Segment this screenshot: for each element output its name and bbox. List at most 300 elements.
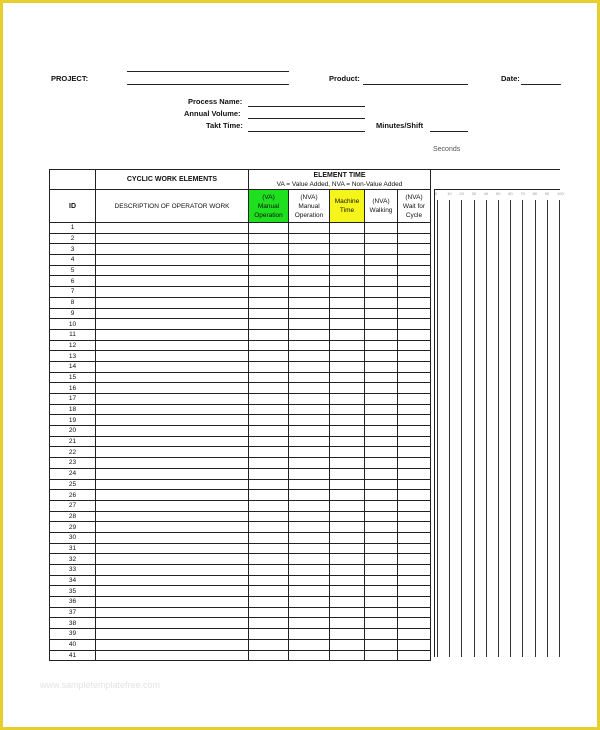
va-manual-cell[interactable]	[249, 511, 289, 522]
wait-cell[interactable]	[398, 426, 431, 437]
nva-manual-cell[interactable]	[289, 244, 330, 255]
va-manual-cell[interactable]	[249, 629, 289, 640]
machine-time-cell[interactable]	[330, 223, 365, 234]
minutes-shift-field[interactable]	[430, 131, 468, 132]
nva-manual-cell[interactable]	[289, 639, 330, 650]
machine-time-cell[interactable]	[330, 597, 365, 608]
watermark: www.sampletemplatefree.com	[40, 680, 161, 690]
va-manual-cell[interactable]	[249, 329, 289, 340]
nva-manual-cell[interactable]	[289, 404, 330, 415]
walking-cell[interactable]	[365, 276, 398, 287]
wait-cell[interactable]	[398, 607, 431, 618]
machine-time-cell[interactable]	[330, 276, 365, 287]
nva-manual-cell[interactable]	[289, 361, 330, 372]
wait-cell[interactable]	[398, 597, 431, 608]
nva-manual-cell[interactable]	[289, 340, 330, 351]
walking-cell[interactable]	[365, 629, 398, 640]
wait-cell[interactable]	[398, 618, 431, 629]
va-manual-cell[interactable]	[249, 340, 289, 351]
description-cell[interactable]	[96, 244, 249, 255]
machine-time-cell[interactable]	[330, 361, 365, 372]
nva-walking-header: (NVA) Walking	[365, 190, 398, 223]
description-cell[interactable]	[96, 650, 249, 661]
row-id: 38	[50, 618, 96, 629]
machine-time-cell[interactable]	[330, 404, 365, 415]
machine-time-cell[interactable]	[330, 458, 365, 469]
description-cell[interactable]	[96, 554, 249, 565]
machine-time-cell[interactable]	[330, 479, 365, 490]
wait-cell[interactable]	[398, 297, 431, 308]
nva-manual-cell[interactable]	[289, 329, 330, 340]
row-id: 40	[50, 639, 96, 650]
row-id: 18	[50, 404, 96, 415]
va-manual-cell[interactable]	[249, 650, 289, 661]
walking-cell[interactable]	[365, 447, 398, 458]
nva-manual-cell[interactable]	[289, 522, 330, 533]
va-manual-cell[interactable]	[249, 361, 289, 372]
wait-cell[interactable]	[398, 629, 431, 640]
wait-cell[interactable]	[398, 372, 431, 383]
nva-manual-cell[interactable]	[289, 447, 330, 458]
nva-manual-cell[interactable]	[289, 511, 330, 522]
va-manual-cell[interactable]	[249, 554, 289, 565]
nva-manual-cell[interactable]	[289, 351, 330, 362]
wait-cell[interactable]	[398, 265, 431, 276]
table-row	[50, 500, 431, 511]
nva-manual-cell[interactable]	[289, 287, 330, 298]
wait-cell[interactable]	[398, 223, 431, 234]
machine-time-cell[interactable]	[330, 319, 365, 330]
va-manual-cell[interactable]	[249, 447, 289, 458]
walking-cell[interactable]	[365, 372, 398, 383]
process-name-field[interactable]	[248, 106, 365, 107]
walking-cell[interactable]	[365, 233, 398, 244]
va-manual-cell[interactable]	[249, 607, 289, 618]
walking-cell[interactable]	[365, 383, 398, 394]
row-id: 28	[50, 511, 96, 522]
chart-tick-label: 40	[483, 191, 489, 196]
chart-gridline	[510, 200, 511, 657]
walking-cell[interactable]	[365, 522, 398, 533]
va-manual-cell[interactable]	[249, 297, 289, 308]
machine-time-cell[interactable]	[330, 436, 365, 447]
chart-gridline	[559, 200, 560, 657]
nva-manual-cell[interactable]	[289, 319, 330, 330]
table-row	[50, 233, 431, 244]
description-cell[interactable]	[96, 597, 249, 608]
machine-time-cell[interactable]	[330, 532, 365, 543]
machine-time-cell[interactable]	[330, 554, 365, 565]
nva-manual-cell[interactable]	[289, 479, 330, 490]
wait-cell[interactable]	[398, 351, 431, 362]
wait-cell[interactable]	[398, 276, 431, 287]
wait-cell[interactable]	[398, 447, 431, 458]
machine-time-cell[interactable]	[330, 372, 365, 383]
table-row	[50, 532, 431, 543]
description-cell[interactable]	[96, 586, 249, 597]
wait-cell[interactable]	[398, 532, 431, 543]
table-row	[50, 522, 431, 533]
nva-manual-cell[interactable]	[289, 426, 330, 437]
description-cell[interactable]	[96, 255, 249, 266]
walking-cell[interactable]	[365, 319, 398, 330]
va-manual-cell[interactable]	[249, 426, 289, 437]
table-row	[50, 351, 431, 362]
machine-time-cell[interactable]	[330, 340, 365, 351]
va-manual-cell[interactable]	[249, 265, 289, 276]
description-cell[interactable]	[96, 468, 249, 479]
table-row	[50, 244, 431, 255]
wait-cell[interactable]	[398, 329, 431, 340]
wait-cell[interactable]	[398, 490, 431, 501]
nva-manual-cell[interactable]	[289, 650, 330, 661]
machine-time-cell[interactable]	[330, 308, 365, 319]
nva-manual-cell[interactable]	[289, 458, 330, 469]
machine-time-cell[interactable]	[330, 511, 365, 522]
machine-time-cell[interactable]	[330, 468, 365, 479]
va-manual-cell[interactable]	[249, 233, 289, 244]
va-manual-cell[interactable]	[249, 597, 289, 608]
row-id: 23	[50, 458, 96, 469]
walking-cell[interactable]	[365, 404, 398, 415]
work-sheet	[49, 169, 564, 659]
wait-cell[interactable]	[398, 639, 431, 650]
nva-manual-cell[interactable]	[289, 565, 330, 576]
description-cell[interactable]	[96, 436, 249, 447]
walking-cell[interactable]	[365, 340, 398, 351]
nva-manual-cell[interactable]	[289, 586, 330, 597]
machine-time-cell[interactable]	[330, 618, 365, 629]
va-manual-cell[interactable]	[249, 468, 289, 479]
description-cell[interactable]	[96, 426, 249, 437]
va-manual-cell[interactable]	[249, 500, 289, 511]
description-cell[interactable]	[96, 383, 249, 394]
project-field[interactable]	[127, 84, 289, 85]
wait-cell[interactable]	[398, 361, 431, 372]
nva-manual-cell[interactable]	[289, 575, 330, 586]
table-row	[50, 650, 431, 661]
row-id: 17	[50, 394, 96, 405]
nva-manual-cell[interactable]	[289, 308, 330, 319]
nva-manual-cell[interactable]	[289, 383, 330, 394]
row-id: 39	[50, 629, 96, 640]
chart-gridline	[522, 200, 523, 657]
nva-manual-cell[interactable]	[289, 394, 330, 405]
row-id: 8	[50, 297, 96, 308]
va-manual-cell[interactable]	[249, 436, 289, 447]
machine-time-cell[interactable]	[330, 522, 365, 533]
wait-cell[interactable]	[398, 479, 431, 490]
description-cell[interactable]	[96, 629, 249, 640]
row-id: 9	[50, 308, 96, 319]
machine-time-cell[interactable]	[330, 415, 365, 426]
description-cell[interactable]	[96, 490, 249, 501]
nva-manual-cell[interactable]	[289, 436, 330, 447]
va-manual-cell[interactable]	[249, 276, 289, 287]
description-cell[interactable]	[96, 618, 249, 629]
machine-time-cell[interactable]	[330, 447, 365, 458]
machine-time-cell[interactable]	[330, 329, 365, 340]
description-cell[interactable]	[96, 415, 249, 426]
wait-cell[interactable]	[398, 394, 431, 405]
nva-manual-cell[interactable]	[289, 468, 330, 479]
wait-cell[interactable]	[398, 383, 431, 394]
machine-time-cell[interactable]	[330, 265, 365, 276]
wait-cell[interactable]	[398, 500, 431, 511]
machine-time-cell[interactable]	[330, 490, 365, 501]
wait-cell[interactable]	[398, 543, 431, 554]
walking-cell[interactable]	[365, 597, 398, 608]
description-cell[interactable]	[96, 308, 249, 319]
machine-time-cell[interactable]	[330, 565, 365, 576]
row-id: 35	[50, 586, 96, 597]
machine-time-cell[interactable]	[330, 500, 365, 511]
description-cell[interactable]	[96, 607, 249, 618]
element-time-title: ELEMENT TIME	[313, 171, 366, 179]
description-cell[interactable]	[96, 372, 249, 383]
description-cell[interactable]	[96, 276, 249, 287]
wait-cell[interactable]	[398, 650, 431, 661]
row-id: 30	[50, 532, 96, 543]
va-manual-cell[interactable]	[249, 586, 289, 597]
va-manual-cell[interactable]	[249, 639, 289, 650]
description-cell[interactable]	[96, 511, 249, 522]
va-manual-cell[interactable]	[249, 479, 289, 490]
wait-cell[interactable]	[398, 255, 431, 266]
table-row	[50, 447, 431, 458]
machine-time-cell[interactable]	[330, 607, 365, 618]
walking-cell[interactable]	[365, 223, 398, 234]
wait-cell[interactable]	[398, 308, 431, 319]
va-manual-cell[interactable]	[249, 490, 289, 501]
walking-cell[interactable]	[365, 575, 398, 586]
walking-cell[interactable]	[365, 458, 398, 469]
va-manual-cell[interactable]	[249, 255, 289, 266]
description-cell[interactable]	[96, 500, 249, 511]
wait-cell[interactable]	[398, 511, 431, 522]
walking-cell[interactable]	[365, 607, 398, 618]
nva-manual-cell[interactable]	[289, 629, 330, 640]
machine-time-cell[interactable]	[330, 426, 365, 437]
machine-time-cell[interactable]	[330, 233, 365, 244]
description-cell[interactable]	[96, 394, 249, 405]
description-cell[interactable]	[96, 287, 249, 298]
walking-cell[interactable]	[365, 244, 398, 255]
walking-cell[interactable]	[365, 565, 398, 576]
walking-cell[interactable]	[365, 255, 398, 266]
description-cell[interactable]	[96, 233, 249, 244]
row-id: 41	[50, 650, 96, 661]
va-manual-cell[interactable]	[249, 394, 289, 405]
walking-cell[interactable]	[365, 394, 398, 405]
description-cell[interactable]	[96, 404, 249, 415]
wait-cell[interactable]	[398, 340, 431, 351]
nva-manual-cell[interactable]	[289, 490, 330, 501]
description-cell[interactable]	[96, 361, 249, 372]
description-cell[interactable]	[96, 447, 249, 458]
machine-time-cell[interactable]	[330, 244, 365, 255]
description-cell[interactable]	[96, 319, 249, 330]
description-cell[interactable]	[96, 297, 249, 308]
project-label: PROJECT:	[51, 74, 89, 83]
va-manual-cell[interactable]	[249, 543, 289, 554]
walking-cell[interactable]	[365, 500, 398, 511]
walking-cell[interactable]	[365, 297, 398, 308]
description-cell[interactable]	[96, 265, 249, 276]
walking-cell[interactable]	[365, 361, 398, 372]
description-cell[interactable]	[96, 223, 249, 234]
va-manual-cell[interactable]	[249, 308, 289, 319]
machine-time-cell[interactable]	[330, 394, 365, 405]
machine-time-cell[interactable]	[330, 629, 365, 640]
walking-cell[interactable]	[365, 468, 398, 479]
walking-cell[interactable]	[365, 543, 398, 554]
va-manual-cell[interactable]	[249, 383, 289, 394]
wait-cell[interactable]	[398, 586, 431, 597]
va-manual-cell[interactable]	[249, 287, 289, 298]
wait-cell[interactable]	[398, 404, 431, 415]
row-id: 25	[50, 479, 96, 490]
wait-cell[interactable]	[398, 458, 431, 469]
walking-cell[interactable]	[365, 618, 398, 629]
table-row	[50, 372, 431, 383]
table-row	[50, 458, 431, 469]
wait-cell[interactable]	[398, 415, 431, 426]
row-id: 29	[50, 522, 96, 533]
nva-manual-cell[interactable]	[289, 276, 330, 287]
machine-time-cell[interactable]	[330, 586, 365, 597]
description-cell[interactable]	[96, 522, 249, 533]
table-row	[50, 319, 431, 330]
description-cell[interactable]	[96, 479, 249, 490]
va-manual-cell[interactable]	[249, 319, 289, 330]
description-cell[interactable]	[96, 543, 249, 554]
row-id: 34	[50, 575, 96, 586]
row-id: 32	[50, 554, 96, 565]
wait-cell[interactable]	[398, 575, 431, 586]
va-manual-cell[interactable]	[249, 618, 289, 629]
machine-time-cell[interactable]	[330, 543, 365, 554]
va-manual-cell[interactable]	[249, 351, 289, 362]
walking-cell[interactable]	[365, 415, 398, 426]
table-row	[50, 543, 431, 554]
va-manual-cell[interactable]	[249, 532, 289, 543]
machine-time-cell[interactable]	[330, 650, 365, 661]
walking-cell[interactable]	[365, 436, 398, 447]
row-id: 10	[50, 319, 96, 330]
description-cell[interactable]	[96, 639, 249, 650]
va-manual-cell[interactable]	[249, 458, 289, 469]
va-manual-cell[interactable]	[249, 223, 289, 234]
walking-cell[interactable]	[365, 586, 398, 597]
va-manual-cell[interactable]	[249, 372, 289, 383]
annual-volume-field[interactable]	[248, 118, 365, 119]
nva-manual-cell[interactable]	[289, 233, 330, 244]
description-cell[interactable]	[96, 329, 249, 340]
wait-cell[interactable]	[398, 554, 431, 565]
walking-cell[interactable]	[365, 329, 398, 340]
nva-manual-cell[interactable]	[289, 415, 330, 426]
walking-cell[interactable]	[365, 532, 398, 543]
nva-manual-cell[interactable]	[289, 372, 330, 383]
nva-manual-cell[interactable]	[289, 297, 330, 308]
wait-cell[interactable]	[398, 319, 431, 330]
nva-manual-cell[interactable]	[289, 554, 330, 565]
chart-tick-label: 50	[496, 191, 501, 196]
walking-cell[interactable]	[365, 511, 398, 522]
description-cell[interactable]	[96, 458, 249, 469]
nva-manual-cell[interactable]	[289, 500, 330, 511]
chart-tick-label: 20	[459, 191, 464, 196]
nva-manual-cell[interactable]	[289, 607, 330, 618]
product-field[interactable]	[363, 84, 468, 85]
machine-time-cell[interactable]	[330, 297, 365, 308]
nva-manual-cell[interactable]	[289, 532, 330, 543]
nva-manual-cell[interactable]	[289, 618, 330, 629]
description-cell[interactable]	[96, 565, 249, 576]
description-cell[interactable]	[96, 575, 249, 586]
wait-cell[interactable]	[398, 244, 431, 255]
machine-time-cell[interactable]	[330, 351, 365, 362]
machine-time-cell[interactable]	[330, 287, 365, 298]
walking-cell[interactable]	[365, 287, 398, 298]
walking-cell[interactable]	[365, 351, 398, 362]
walking-cell[interactable]	[365, 308, 398, 319]
description-cell[interactable]	[96, 351, 249, 362]
va-manual-cell[interactable]	[249, 575, 289, 586]
wait-cell[interactable]	[398, 233, 431, 244]
time-chart-grid	[434, 189, 564, 657]
walking-cell[interactable]	[365, 650, 398, 661]
nva-manual-cell[interactable]	[289, 223, 330, 234]
walking-cell[interactable]	[365, 265, 398, 276]
wait-cell[interactable]	[398, 287, 431, 298]
nva-manual-cell[interactable]	[289, 543, 330, 554]
wait-cell[interactable]	[398, 436, 431, 447]
wait-cell[interactable]	[398, 565, 431, 576]
description-cell[interactable]	[96, 340, 249, 351]
nva-manual-cell[interactable]	[289, 265, 330, 276]
va-manual-cell[interactable]	[249, 565, 289, 576]
va-manual-cell[interactable]	[249, 404, 289, 415]
walking-cell[interactable]	[365, 554, 398, 565]
va-manual-cell[interactable]	[249, 522, 289, 533]
work-elements-body	[50, 223, 431, 661]
chart-tick-label: 10	[447, 191, 452, 196]
machine-time-cell[interactable]	[330, 575, 365, 586]
machine-time-cell[interactable]	[330, 639, 365, 650]
date-field[interactable]	[521, 84, 561, 85]
nva-manual-cell[interactable]	[289, 597, 330, 608]
wait-cell[interactable]	[398, 522, 431, 533]
walking-cell[interactable]	[365, 426, 398, 437]
table-row	[50, 297, 431, 308]
machine-time-cell[interactable]	[330, 383, 365, 394]
nva-manual-cell[interactable]	[289, 255, 330, 266]
table-row	[50, 404, 431, 415]
va-manual-cell[interactable]	[249, 415, 289, 426]
row-id: 4	[50, 255, 96, 266]
table-row	[50, 618, 431, 629]
walking-cell[interactable]	[365, 639, 398, 650]
walking-cell[interactable]	[365, 490, 398, 501]
walking-cell[interactable]	[365, 479, 398, 490]
description-cell[interactable]	[96, 532, 249, 543]
machine-time-cell[interactable]	[330, 255, 365, 266]
va-manual-cell[interactable]	[249, 244, 289, 255]
takt-time-field[interactable]	[248, 131, 365, 132]
wait-cell[interactable]	[398, 468, 431, 479]
